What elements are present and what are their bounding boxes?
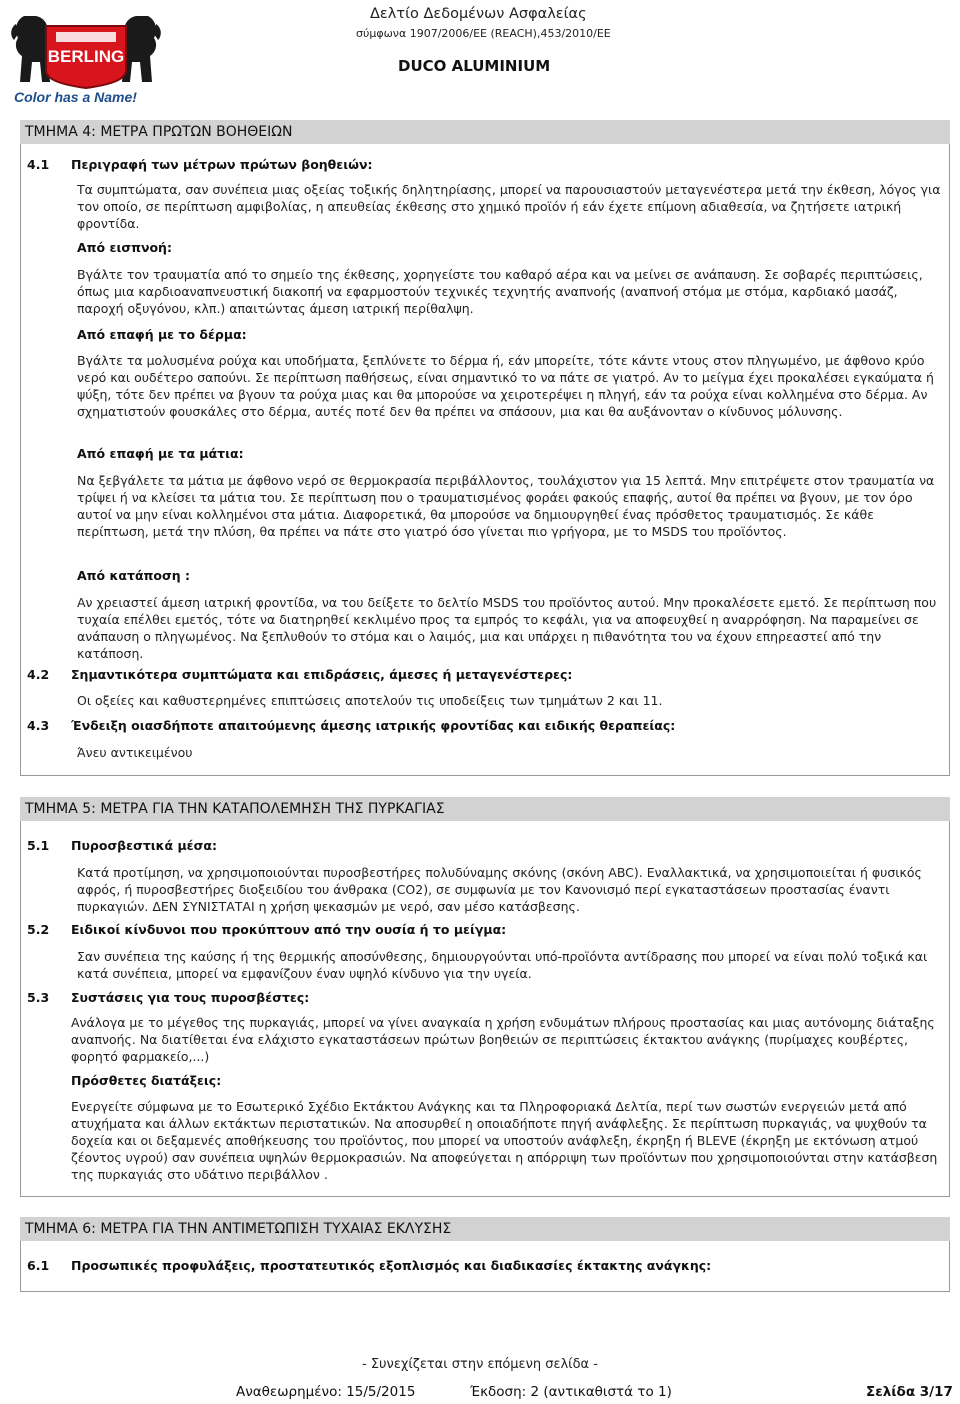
section-5-1-text: Κατά προτίμηση, να χρησιμοποιούνται πυροσβεστήρες πολυδύναμης σκόνης (σκόνη ABC). Εναλλακτικά, να χρησιμοποιείται ή φυσικός αφρός, ή πυροσβεστήρες διοξειδίου του άνθρακα (CO2), σε συμφωνία με τον Κανονισμό περί εγκαταστάσεων προστασίας έναντι πυρκαγιών. ΔΕΝ ΣΥΝΙΣΤΑΤΑΙ η χρήση ψεκασμών με νερό, σαν μέσο κατάσβεσης. bbox=[77, 865, 922, 914]
section-5-2-heading: Ειδικοί κίνδυνοι που προκύπτουν από την ουσία ή το μείγμα: bbox=[71, 922, 507, 937]
section-6-divider bbox=[20, 1291, 950, 1292]
ingestion-heading: Από κατάποση : bbox=[77, 568, 190, 583]
section-5-2-number: 5.2 bbox=[27, 922, 50, 937]
inhalation-text: Βγάλτε τον τραυματία από το σημείο της έκθεσης, χορηγείστε του καθαρό αέρα και να μείνει σε ανάπαυση. Σε σοβαρές περιπτώσεις, όπως μια καρδιοαναπνευστική διακοπή να εφαρμοστούν τεχνικές τεχνητής αναπνοής (αναπνοή στόμα με στόμα, καρδιακό μασάζ, παροχή οξυγόνου, κλπ.) απαιτώντας άμεση ιατρική περίθαλψη. bbox=[77, 267, 923, 316]
section-4-banner: ΤΜΗΜΑ 4: ΜΕΤΡΑ ΠΡΩΤΩΝ ΒΟΗΘΕΙΩΝ bbox=[20, 120, 950, 144]
skin-contact-heading: Από επαφή με το δέρμα: bbox=[77, 327, 247, 342]
ingestion-text: Αν χρειαστεί άμεση ιατρική φροντίδα, να του δείξετε το δελτίο MSDS του προϊόντος αυτού. Μην προκαλέσετε εμετό. Σε περίπτωση που τυχαία επέλθει εμετός, τότε να διατηρηθεί κεκλιμένο προς τα εμπρός το κεφάλι, για να αποφευχθεί η αναρρόφηση. Να παραμείνει σε ανάπαυση ο πληγωμένος. Να ξεπλυθούν το στόμα και ο λαιμός, μια και υπάρχει η πιθανότητα του να έχουν επηρεαστεί από την κατάποση. bbox=[77, 595, 937, 661]
company-logo bbox=[6, 6, 166, 106]
section-4-3-text: Άνευ αντικειμένου bbox=[77, 745, 193, 760]
section-4-2-heading: Σημαντικότερα συμπτώματα και επιδράσεις, άμεσες ή μεταγενέστερες: bbox=[71, 667, 573, 682]
product-name: DUCO ALUMINIUM bbox=[398, 57, 551, 75]
eye-contact-heading: Από επαφή με τα μάτια: bbox=[77, 446, 244, 461]
regulation-reference: σύμφωνα 1907/2006/ΕΕ (REACH),453/2010/ΕΕ bbox=[356, 27, 611, 40]
eye-contact-text: Να ξεβγάλετε τα μάτια με άφθονο νερό σε θερμοκρασία περιβάλλοντος, τουλάχιστον για 15 λεπτά. Μην επιτρέψετε στον τραυματία να τρίψει ή να κλείσει τα μάτια του. Σε περίπτωση που ο τραυματισμένος φοράει φακούς επαφής, αυτοί θα πρέπει να βγουν, με τον όρο αυτοί να μην είναι κολλημένοι στα μάτια. Διαφορετικά, θα μπορούσε να δημιουργηθεί ένας πρόσθετος τραυματισμός. Σε κάθε περίπτωση, μετά την πλύση, θα πρέπει να πάτε στο γιατρό όσο γίνεται πιο γρήγορα, με το MSDS του προϊόντος. bbox=[77, 473, 935, 539]
section-5-3-number: 5.3 bbox=[27, 990, 50, 1005]
section-5-divider bbox=[20, 1196, 950, 1197]
section-6-1-number: 6.1 bbox=[27, 1258, 50, 1273]
additional-provisions-text: Ενεργείτε σύμφωνα με το Εσωτερικό Σχέδιο Εκτάκτου Ανάγκης και τα Πληροφοριακά Δελτία, περί των σωστών ενεργειών μετά από ατυχήματα και άλλων εκτάκτων περιστατικών. Να αποσυρθεί η οποιαδήποτε πηγή ανάφλεξης. Σε περίπτωση πυρκαγιάς, να ψυχθούν τα δοχεία και οι δεξαμενές αποθήκευσης του προϊόντος, που μπορεί να υποστούν ανάφλεξη, έκρηξη ή BLEVE (έκρηξη με εκτόνωση ατμού ζέοντος υγρού) σαν συνέπεια υψηλών θερμοκρασιών. Να αποφεύγεται η απόρριψη των προϊόντων που χρησιμοποιούνται στην κατάσβεση της πυρκαγιάς στο υδάτινο περιβάλλον . bbox=[71, 1099, 938, 1182]
edition-info: Έκδοση: 2 (αντικαθιστά το 1) bbox=[470, 1384, 672, 1400]
document-title: Δελτίο Δεδομένων Ασφαλείας bbox=[370, 6, 587, 22]
section-4-1-number: 4.1 bbox=[27, 157, 50, 172]
section-5-3-text: Ανάλογα με το μέγεθος της πυρκαγιάς, μπορεί να γίνει αναγκαία η χρήση ενδυμάτων πλήρους προστασίας και μιας αυτόνομης διάταξης αναπνοής. Να διατίθεται ένα ελάχιστο εγκαταστάσεων πρώτων βοηθειών σε περιπτώσεις έκτακτου ανάγκης (πυρίμαχες κουβέρτες, φορητό φαρμακείο,...) bbox=[71, 1015, 935, 1064]
page-number: Σελίδα 3/17 bbox=[866, 1384, 953, 1400]
section-4-1-heading: Περιγραφή των μέτρων πρώτων βοηθειών: bbox=[71, 157, 373, 172]
section-4-2-number: 4.2 bbox=[27, 667, 50, 682]
section-5-1-heading: Πυροσβεστικά μέσα: bbox=[71, 838, 217, 853]
continued-notice: - Συνεχίζεται στην επόμενη σελίδα - bbox=[362, 1357, 598, 1372]
section-5-2-text: Σαν συνέπεια της καύσης ή της θερμικής αποσύνθεσης, δημιουργούνται υπό-προϊόντα αντίδρασης που μπορεί να είναι πολύ τοξικά και κατά συνέπεια, μπορεί να εμφανίζουν έναν υψηλό κίνδυνο για την υγεία. bbox=[77, 949, 928, 981]
section-4-3-number: 4.3 bbox=[27, 718, 50, 733]
section-5-banner: ΤΜΗΜΑ 5: ΜΕΤΡΑ ΓΙΑ ΤΗΝ ΚΑΤΑΠΟΛΕΜΗΣΗ ΤΗΣ ΠΥΡΚΑΓΙΑΣ bbox=[20, 797, 950, 821]
section-5-1-number: 5.1 bbox=[27, 838, 50, 853]
skin-contact-text: Βγάλτε τα μολυσμένα ρούχα και υποδήματα, ξεπλύνετε το δέρμα ή, εάν μπορείτε, τότε κάντε ντους στον πληγωμένο, με άφθονο κρύο νερό και ουδέτερο σαπούνι. Σε περίπτωση παθήσεως, είναι σημαντικό το να πάτε σε γιατρό. Αν το μείγμα έχει προκαλέσει εγκαύματα ή ψύξη, τότε δεν πρέπει να βγουν τα ρούχα μιας και θα μπορούσε να χειροτερέψει η πληγή, εάν τα ρούχα είναι κολλημένα στο δέρμα. Αν σχηματιστούν φουσκάλες στο δέρμα, αυτές ποτέ δεν θα πρέπει να σπάσουν, μια και θα αυξάνονταν ο κίνδυνος μόλυνσης. bbox=[77, 353, 934, 419]
additional-provisions-heading: Πρόσθετες διατάξεις: bbox=[71, 1073, 222, 1088]
inhalation-heading: Από εισπνοή: bbox=[77, 240, 172, 255]
section-4-1-text: Τα συμπτώματα, σαν συνέπεια μιας οξείας τοξικής δηλητηρίασης, μπορεί να παρουσιαστούν μεταγενέστερα μετά την έκθεση, λόγος για τον οποίο, σε περίπτωση αμφιβολίας, η απευθείας έκθεσης στο χημικό προϊόν ή εάν έχετε επίμονη αδιαθεσία, να ζητήσετε ιατρική φροντίδα. bbox=[77, 182, 941, 231]
section-4-2-text: Οι οξείες και καθυστερημένες επιπτώσεις αποτελούν τις υποδείξεις των τμημάτων 2 και 11. bbox=[77, 693, 663, 708]
slogan: Color has a Name! bbox=[14, 89, 137, 105]
brand-name: BERLING bbox=[47, 47, 125, 66]
section-4-3-heading: Ένδειξη οιασδήποτε απαιτούμενης άμεσης ιατρικής φροντίδας και ειδικής θεραπείας: bbox=[71, 718, 676, 733]
section-6-banner: ΤΜΗΜΑ 6: ΜΕΤΡΑ ΓΙΑ ΤΗΝ ΑΝΤΙΜΕΤΩΠΙΣΗ ΤΥΧΑΙΑΣ ΕΚΛΥΣΗΣ bbox=[20, 1217, 950, 1241]
section-4-divider bbox=[20, 775, 950, 776]
section-6-1-heading: Προσωπικές προφυλάξεις, προστατευτικός εξοπλισμός και διαδικασίες έκτακτης ανάγκης: bbox=[71, 1258, 712, 1273]
section-5-3-heading: Συστάσεις για τους πυροσβέστες: bbox=[71, 990, 310, 1005]
revision-date: Αναθεωρημένο: 15/5/2015 bbox=[236, 1384, 416, 1400]
